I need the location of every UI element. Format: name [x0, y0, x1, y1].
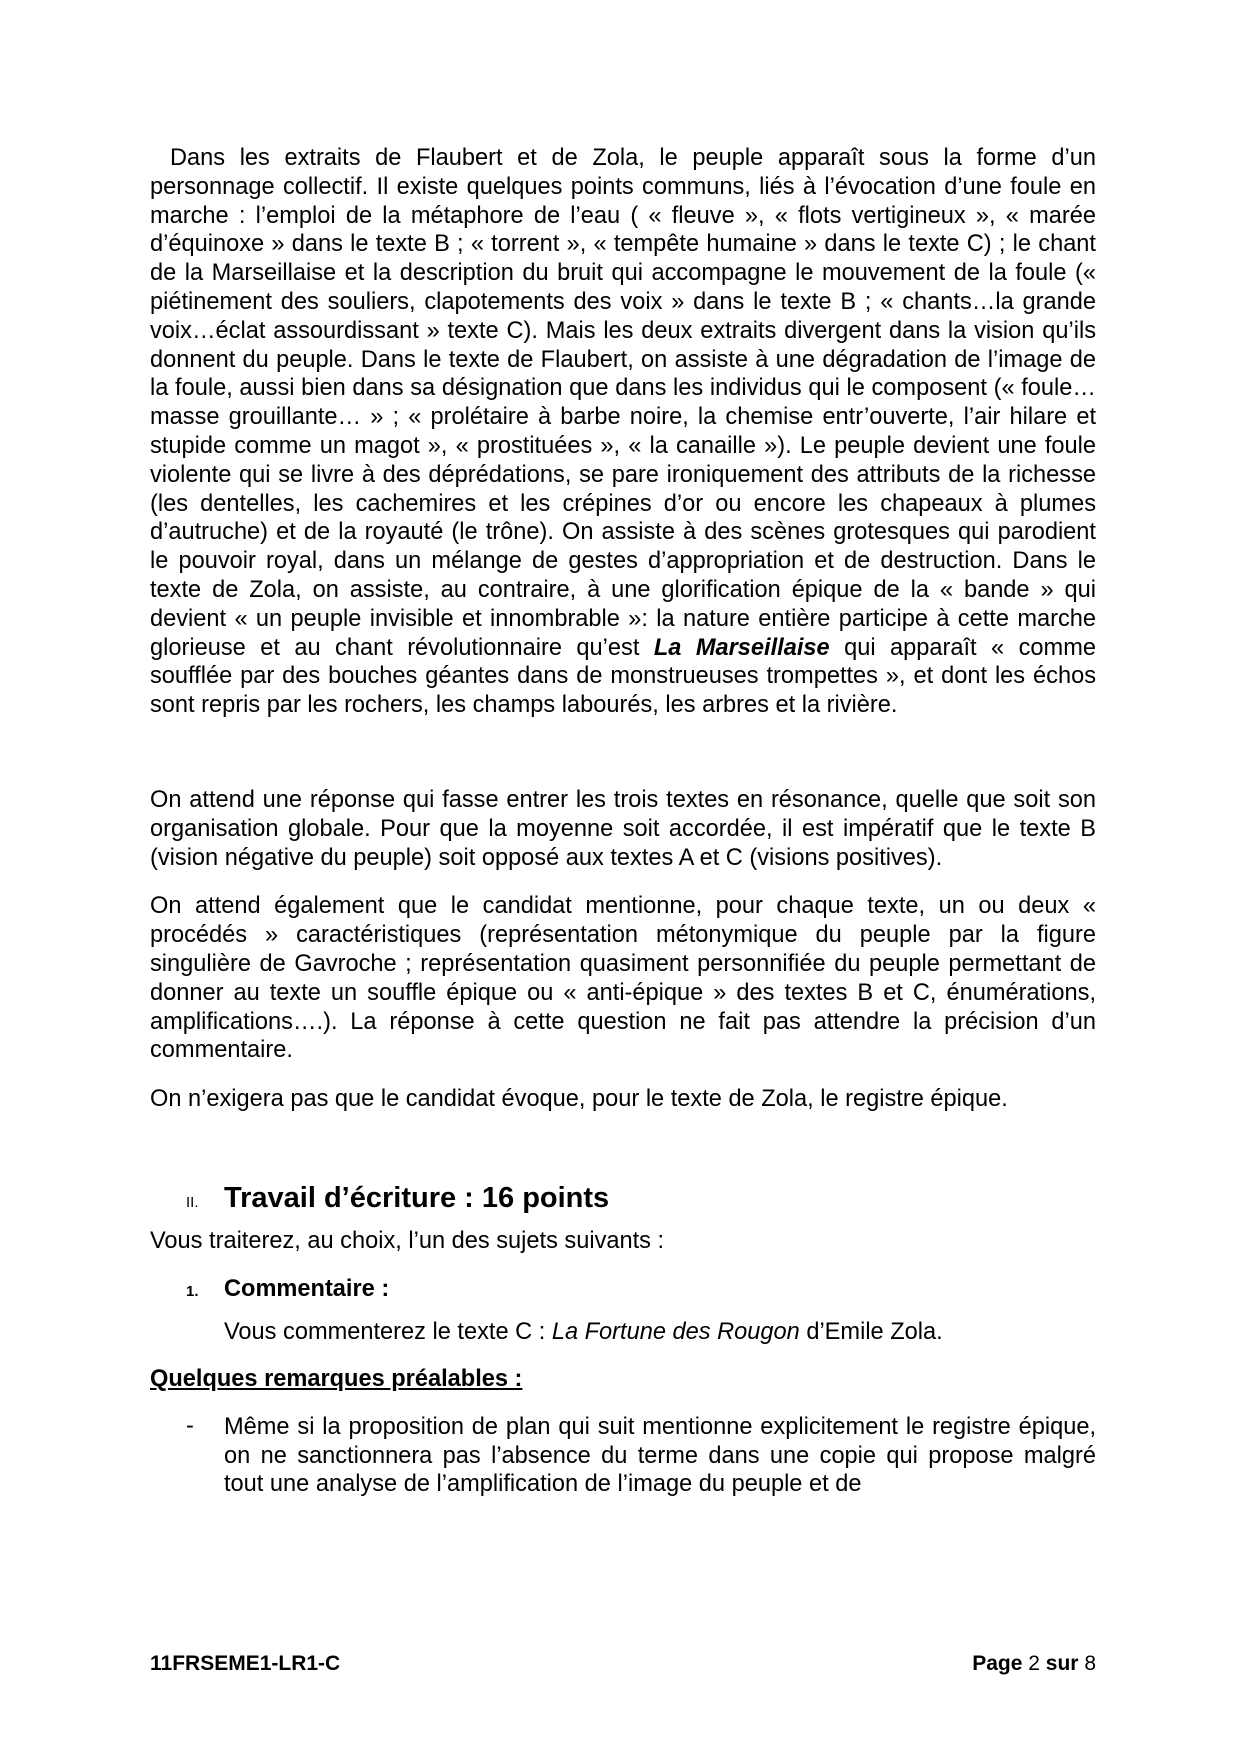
bullet-dash: - — [186, 1412, 194, 1439]
of-word: sur — [1045, 1652, 1079, 1675]
page-word: Page — [972, 1652, 1023, 1675]
novel-title: La Fortune des Rougon — [551, 1318, 800, 1345]
remarks-heading: Quelques remarques préalables : — [150, 1365, 523, 1392]
paragraph-procedes: On attend également que le candidat mentionne, pour chaque texte, un ou deux « procédés » caractéristiques (représentation métonymique du peuple par la figure singulière de Gavroche ; représentation quasiment personnifiée du peuple permettant de donner au texte un souffle épique ou « anti-épique » des textes B et C, énumérations, amplifications….). La réponse à cette question ne fait pas attendre la précision d’un commentaire. — [150, 893, 1096, 1064]
marseillaise-title: La Marseillaise — [653, 634, 830, 661]
bullet-text: Même si la proposition de plan qui suit mentionne explicitement le registre épique, on ne sanctionnera pas l’absence du terme dans une copie qui propose malgré tout une analyse de l’amplification de l’image du peuple et de — [224, 1413, 1096, 1498]
subject-statement — [150, 1319, 1096, 1346]
paragraph1-text-end: qui apparaît « comme soufflée par des bouches géantes dans de monstrueuses trompettes », et dont les échos sont repris par les rochers, les champs labourés, les arbres et la rivière. — [150, 634, 1096, 719]
page-indicator — [972, 1652, 1096, 1676]
document-body — [150, 144, 1096, 1499]
subject-before: Vous commenterez le texte C : — [224, 1318, 552, 1345]
document-code: 11FRSEME1-LR1-C — [150, 1652, 341, 1675]
paragraph1-text: Dans les extraits de Flaubert et de Zola, le peuple apparaît sous la forme d’un personnage collectif. Il existe quelques points communs, liés à l’évocation d’une foule en marche : l’emploi de la métaphore de l’eau ( « fleuve », « flots vertigineux », « marée d’équinoxe » dans le texte B ; « torrent », « tempête humaine » dans le texte C) ; le chant de la Marseillaise et la description du bruit qui accompagne le mouvement de la foule (« piétinement des souliers, clapotements des voix » dans le texte B ; « chants…la grande voix…éclat assourdissant » texte C). Mais les deux extraits divergent dans la vision qu’ils donnent du peuple. Dans le texte de Flaubert, on assiste à une dégradation de l’image de la foule, aussi bien dans sa désignation que dans les individus qui le composent (« foule… masse grouillante… » ; « prolétaire à barbe noire, la chemise entr’ouverte, l’air hilare et stupide comme un magot », « prostituées », « la canaille »). Le peuple devient une foule violente qui se livre à des déprédations, se pare ironiquement des attributs de la richesse (les dentelles, les cachemires et les crépines d’or ou encore les chapeaux à plumes d’autruche) et de la royauté (le trône). On assiste à des scènes grotesques qui parodient le pouvoir royal, dans un mélange de gestes d’appropriation et de destruction. Dans le texte de Zola, on assiste, au contraire, à une glorification épique de la « bande » qui devient « un peuple invisible et innombrable »: la nature entière participe à cette marche glorieuse et au chant révolutionnaire qu’est — [150, 145, 1096, 661]
section-title: Travail d’écriture : 16 points — [224, 1181, 610, 1214]
intro-text: Vous traiterez, au choix, l’un des sujets suivants : — [150, 1227, 665, 1254]
paragraph-flaubert-zola — [150, 144, 1096, 720]
page-total: 8 — [1084, 1652, 1096, 1675]
subsection-number: 1. — [186, 1282, 199, 1300]
subsection-title: Commentaire : — [224, 1275, 390, 1302]
subsection-heading — [150, 1276, 1096, 1303]
list-item — [150, 1413, 1096, 1499]
subject-after: d’Emile Zola. — [799, 1318, 943, 1345]
paragraph-registre: On n’exigera pas que le candidat évoque, pour le texte de Zola, le registre épique. — [150, 1086, 1008, 1113]
page-number: 2 — [1028, 1652, 1040, 1675]
section-number: II. — [186, 1193, 199, 1211]
page-footer — [150, 1652, 1096, 1676]
section-heading — [150, 1182, 1096, 1215]
paragraph-response-expectation: On attend une réponse qui fasse entrer les trois textes en résonance, quelle que soit son organisation globale. Pour que la moyenne soit accordée, il est impératif que le texte B (vision négative du peuple) soit opposé aux textes A et C (visions positives). — [150, 786, 1096, 871]
